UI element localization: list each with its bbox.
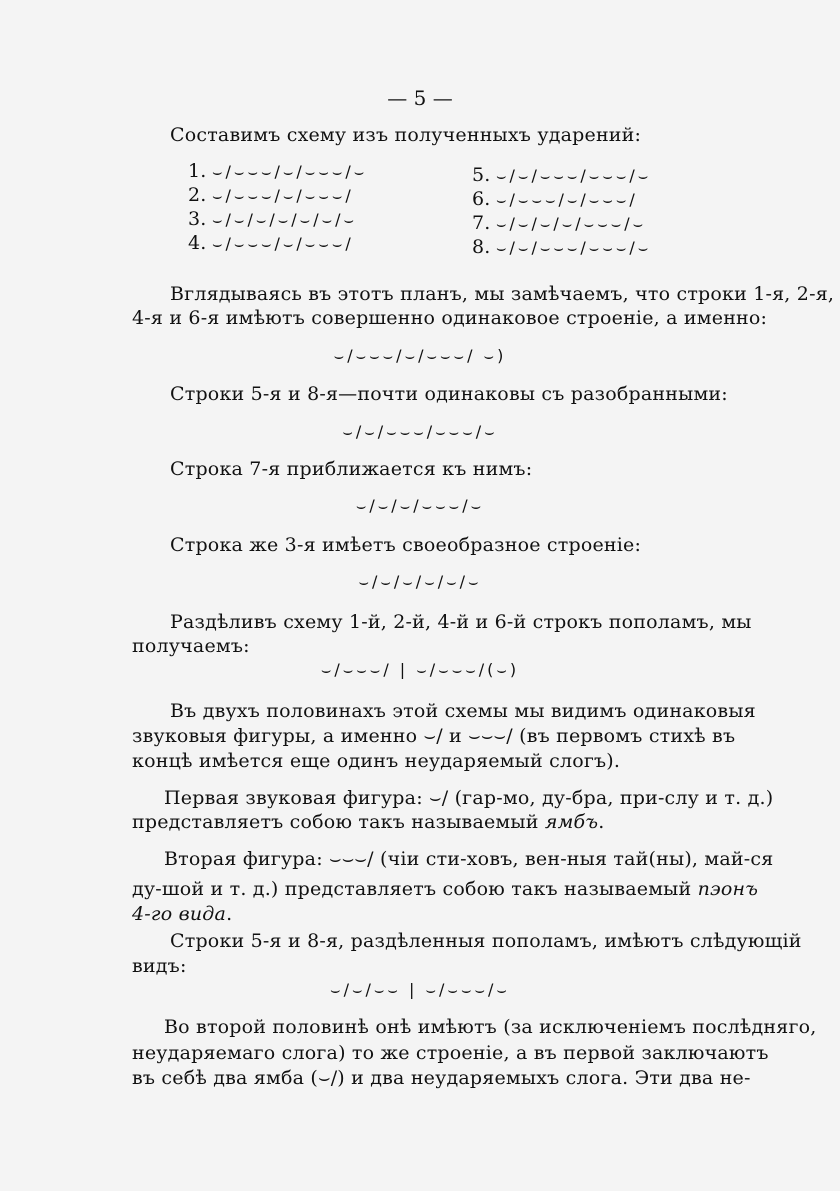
- scheme-meter: ⌣/⌣⌣⌣/⌣/⌣⌣⌣/⌣: [212, 162, 368, 181]
- scheme-row: [472, 212, 651, 236]
- scheme-right: [472, 164, 651, 260]
- meter-d: ⌣/⌣/⌣/⌣/⌣/⌣: [358, 572, 482, 591]
- intro-line: Составимъ схему изъ полученныхъ ударений:: [170, 124, 642, 146]
- scheme-row: [188, 232, 367, 256]
- text-segment: ду-шой и т. д.) представляетъ собою такъ называемый: [132, 878, 698, 900]
- scheme-row: [472, 164, 651, 188]
- para5-line1: Раздѣливъ схему 1-й, 2-й, 4-й и 6-й строкъ пополамъ, мы: [170, 611, 752, 633]
- term-iamb: ямбъ: [544, 811, 599, 833]
- scheme-meter: ⌣/⌣⌣⌣/⌣/⌣⌣⌣/: [496, 190, 638, 209]
- term-paeon: пэонъ: [697, 878, 759, 900]
- para10-line2: неударяемаго слога) то же строеніе, а въ первой заключаютъ: [132, 1042, 769, 1064]
- para8-line1: Вторая фигура: ⌣⌣⌣/ (чіи сти-ховъ, вен-ныя тай(ны), май-ся: [164, 848, 774, 870]
- scheme-meter: ⌣/⌣/⌣/⌣/⌣/⌣/⌣: [212, 210, 358, 229]
- scheme-number: 2.: [188, 184, 207, 206]
- para6-line3: концѣ имѣется еще одинъ неударяемый слогъ).: [132, 750, 621, 772]
- scheme-row: [188, 160, 367, 184]
- scheme-number: 4.: [188, 232, 207, 254]
- scheme-row: [188, 208, 367, 232]
- meter-c: ⌣/⌣/⌣/⌣⌣⌣/⌣: [355, 496, 485, 515]
- scheme-number: 5.: [472, 164, 491, 186]
- meter-b: ⌣/⌣/⌣⌣⌣/⌣⌣⌣/⌣: [342, 422, 498, 441]
- para8-line2: [132, 878, 758, 900]
- para1-line2: 4-я и 6-я имѣютъ совершенно одинаковое строеніе, а именно:: [132, 307, 768, 329]
- para10-line3: въ себѣ два ямба (⌣/) и два неударяемыхъ слога. Эти два не-: [132, 1067, 751, 1089]
- para9-line2: видъ:: [132, 955, 187, 977]
- para8-line3: [132, 903, 232, 925]
- para4: Строка же 3-я имѣетъ своеобразное строеніе:: [170, 534, 642, 556]
- scheme-meter: ⌣/⌣/⌣⌣⌣/⌣⌣⌣/⌣: [496, 166, 652, 185]
- scheme-meter: ⌣/⌣⌣⌣/⌣/⌣⌣⌣/: [212, 186, 354, 205]
- para5-line2: получаемъ:: [132, 635, 250, 657]
- para6-line1: Въ двухъ половинахъ этой схемы мы видимъ одинаковыя: [170, 700, 756, 722]
- para7-line1: Первая звуковая фигура: ⌣/ (гар-мо, ду-бра, при-слу и т. д.): [164, 787, 774, 809]
- scheme-number: 3.: [188, 208, 207, 230]
- scheme-left: [188, 160, 367, 256]
- term-fourth-type: 4-го вида: [132, 903, 227, 925]
- meter-f: ⌣/⌣/⌣⌣ | ⌣/⌣⌣⌣/⌣: [330, 980, 510, 999]
- scheme-meter: ⌣/⌣/⌣/⌣/⌣⌣⌣/⌣: [496, 214, 647, 233]
- text-segment: .: [226, 903, 233, 925]
- meter-e: ⌣/⌣⌣⌣/ | ⌣/⌣⌣⌣/(⌣): [320, 660, 520, 679]
- scheme-meter: ⌣/⌣⌣⌣/⌣/⌣⌣⌣/: [212, 234, 354, 253]
- para1-line1: Вглядываясь въ этотъ планъ, мы замѣчаемъ, что строки 1-я, 2-я,: [170, 283, 835, 305]
- scheme-row: [188, 184, 367, 208]
- text-segment: представляетъ собою такъ называемый: [132, 811, 545, 833]
- scheme-number: 7.: [472, 212, 491, 234]
- para6-line2: звуковыя фигуры, а именно ⌣/ и ⌣⌣⌣/ (въ первомъ стихѣ въ: [132, 725, 736, 747]
- scheme-number: 6.: [472, 188, 491, 210]
- scheme-row: [472, 188, 651, 212]
- para3: Строка 7-я приближается къ нимъ:: [170, 458, 533, 480]
- para7-line2: [132, 811, 604, 833]
- scheme-number: 8.: [472, 236, 491, 258]
- para10-line1: Во второй половинѣ онѣ имѣютъ (за исключеніемъ послѣдняго,: [164, 1016, 817, 1038]
- scheme-number: 1.: [188, 160, 207, 182]
- scheme-meter: ⌣/⌣/⌣⌣⌣/⌣⌣⌣/⌣: [496, 238, 652, 257]
- para9-line1: Строки 5-я и 8-я, раздѣленныя пополамъ, имѣютъ слѣдующій: [170, 930, 802, 952]
- meter-a: ⌣/⌣⌣⌣/⌣/⌣⌣⌣/ ⌣): [333, 346, 507, 365]
- scheme-row: [472, 236, 651, 260]
- para2: Строки 5-я и 8-я—почти одинаковы съ разобранными:: [170, 383, 728, 405]
- page-number: — 5 —: [387, 86, 453, 110]
- text-segment: .: [598, 811, 605, 833]
